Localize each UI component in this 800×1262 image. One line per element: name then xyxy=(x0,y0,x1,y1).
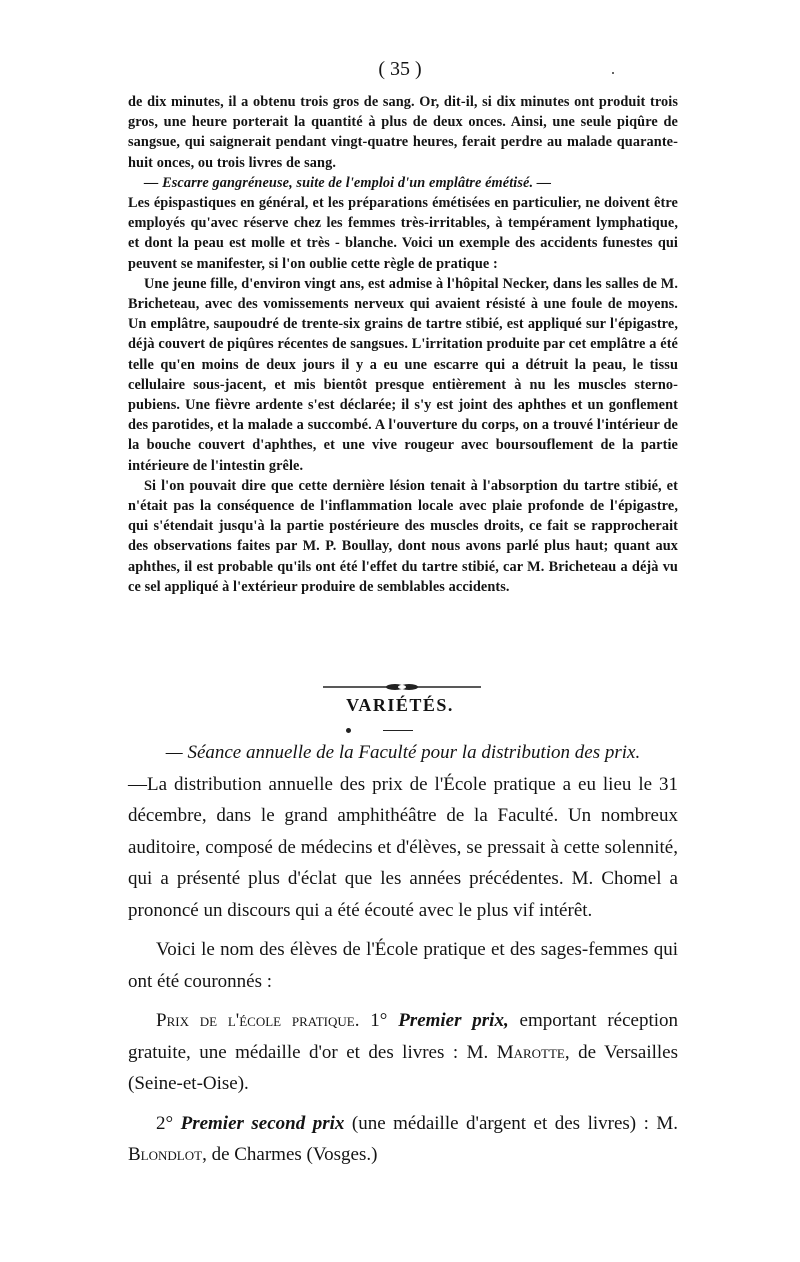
prize-1-place: , de Versailles (Seine-et-Oise). xyxy=(128,1041,678,1094)
paragraph-case-report: Une jeune fille, d'environ vingt ans, est admise à l'hôpital Necker, dans les salles de M. Bricheteau, avec des vomissements nerveux qui avaient résisté à une foule de moyens. Un emplâtre, saupoudré de trente-six grains de tartre stibié, est appliqué sur l'épigastre, déjà couvert de piqûres récentes de sangsues. L'irritation produite par cet emplâtre a été telle qu'en moins de deux jours il y a eu une escarre qui a détruit la peau, le tissu cellulaire sous-jacent, et mis bientôt presque entièrement à nu les muscles sterno-pubiens. Une fièvre ardente s'est déclarée; il s'y est joint des aphthes et un gonflement des parotides, et la malade a succombé. A l'ouverture du corps, on a trouvé l'intérieur de la bouche couvert d'aphthes, et une vive rougeur avec boursouflement de la partie intérieure de l'intestin grêle. xyxy=(128,275,678,474)
prize-2-place: , de Charmes (Vosges.) xyxy=(202,1144,378,1165)
ink-dot xyxy=(346,728,351,733)
paragraph-bleeding: de dix minutes, il a obtenu trois gros de sang. Or, dit-il, si dix minutes ont produit trois gros, une heure porterait la quantité à plus de deux onces. Ainsi, une seule piqûre de sangsue, qui saignerait pendant vingt-quatre heures, ferait perdre au malade quarante-huit onces, ou trois livres de sang. xyxy=(128,94,678,171)
prize-2-text: (une médaille d'argent et des livres) : M. xyxy=(351,1112,678,1134)
section-title: VARIÉTÉS. xyxy=(346,695,454,715)
prize-1-winner: Marotte xyxy=(496,1041,565,1063)
paragraph-voici: Voici le nom des élèves de l'École pratique et des sages-femmes qui ont été couronnés : xyxy=(128,939,678,992)
short-rule xyxy=(383,730,413,731)
prize-2-title: Premier second prix xyxy=(180,1112,345,1134)
heading-seance: — Séance annuelle de la Faculté pour la distribution des prix. xyxy=(165,742,641,763)
prize-section-label: Prix de l'école pratique. xyxy=(156,1010,360,1031)
lower-text-block xyxy=(128,737,678,1171)
ink-speck xyxy=(612,72,614,74)
page-number: ( 35 ) xyxy=(378,58,422,80)
prize-2-winner: Blondlot xyxy=(128,1144,203,1165)
upper-text-block xyxy=(128,92,678,597)
paragraph-discussion: Si l'on pouvait dire que cette dernière lésion tenait à l'absorption du tartre stibié, et n'était pas la conséquence de l'inflammation locale avec plaie profonde de l'épigastre, qui s'étendait jusqu'à la partie postérieure des muscles droits, ce fait se rapprocherait des observations faites par M. P. Boullay, dont nous avons parlé plus haut; quant aux aphthes, il est probable qu'ils ont été l'effet du tartre stibié, car M. Bricheteau a déjà vu ce sel appliqué à l'extérieur produire de semblables accidents. xyxy=(128,477,678,595)
paragraph-epispastiques: Les épispastiques en général, et les préparations émétisées en particulier, ne doivent être employés qu'avec réserve chez les femmes très-irritables, à tempérament lymphatique, et dont la peau est molle et très - blanche. Voici un exemple des accidents funestes qui peuvent se manifester, si l'on oublie cette règle de pratique : xyxy=(128,195,678,272)
prize-entry-1 xyxy=(128,1005,678,1100)
prize-1-number: 1° xyxy=(370,1010,388,1031)
prize-entry-2 xyxy=(128,1108,678,1171)
prize-1-text: emportant réception gratuite, une médaille d'or et des livres : M. xyxy=(128,1010,679,1063)
ornamental-rule xyxy=(323,682,481,692)
heading-escarre: — Escarre gangréneuse, suite de l'emploi d'un emplâtre émétisé. — xyxy=(144,174,552,191)
paragraph-distribution: —La distribution annuelle des prix de l'École pratique a eu lieu le 31 décembre, dans le grand amphithéâtre de la Faculté. Un nombreux auditoire, composé de médecins et d'élèves, se pressait à cette solennité, qui a présenté plus d'éclat que les années précédentes. M. Chomel a prononcé un discours qui a été écouté avec le plus vif intérêt. xyxy=(128,773,678,921)
prize-2-number: 2° xyxy=(156,1112,174,1134)
prize-1-title: Premier prix, xyxy=(398,1010,509,1031)
